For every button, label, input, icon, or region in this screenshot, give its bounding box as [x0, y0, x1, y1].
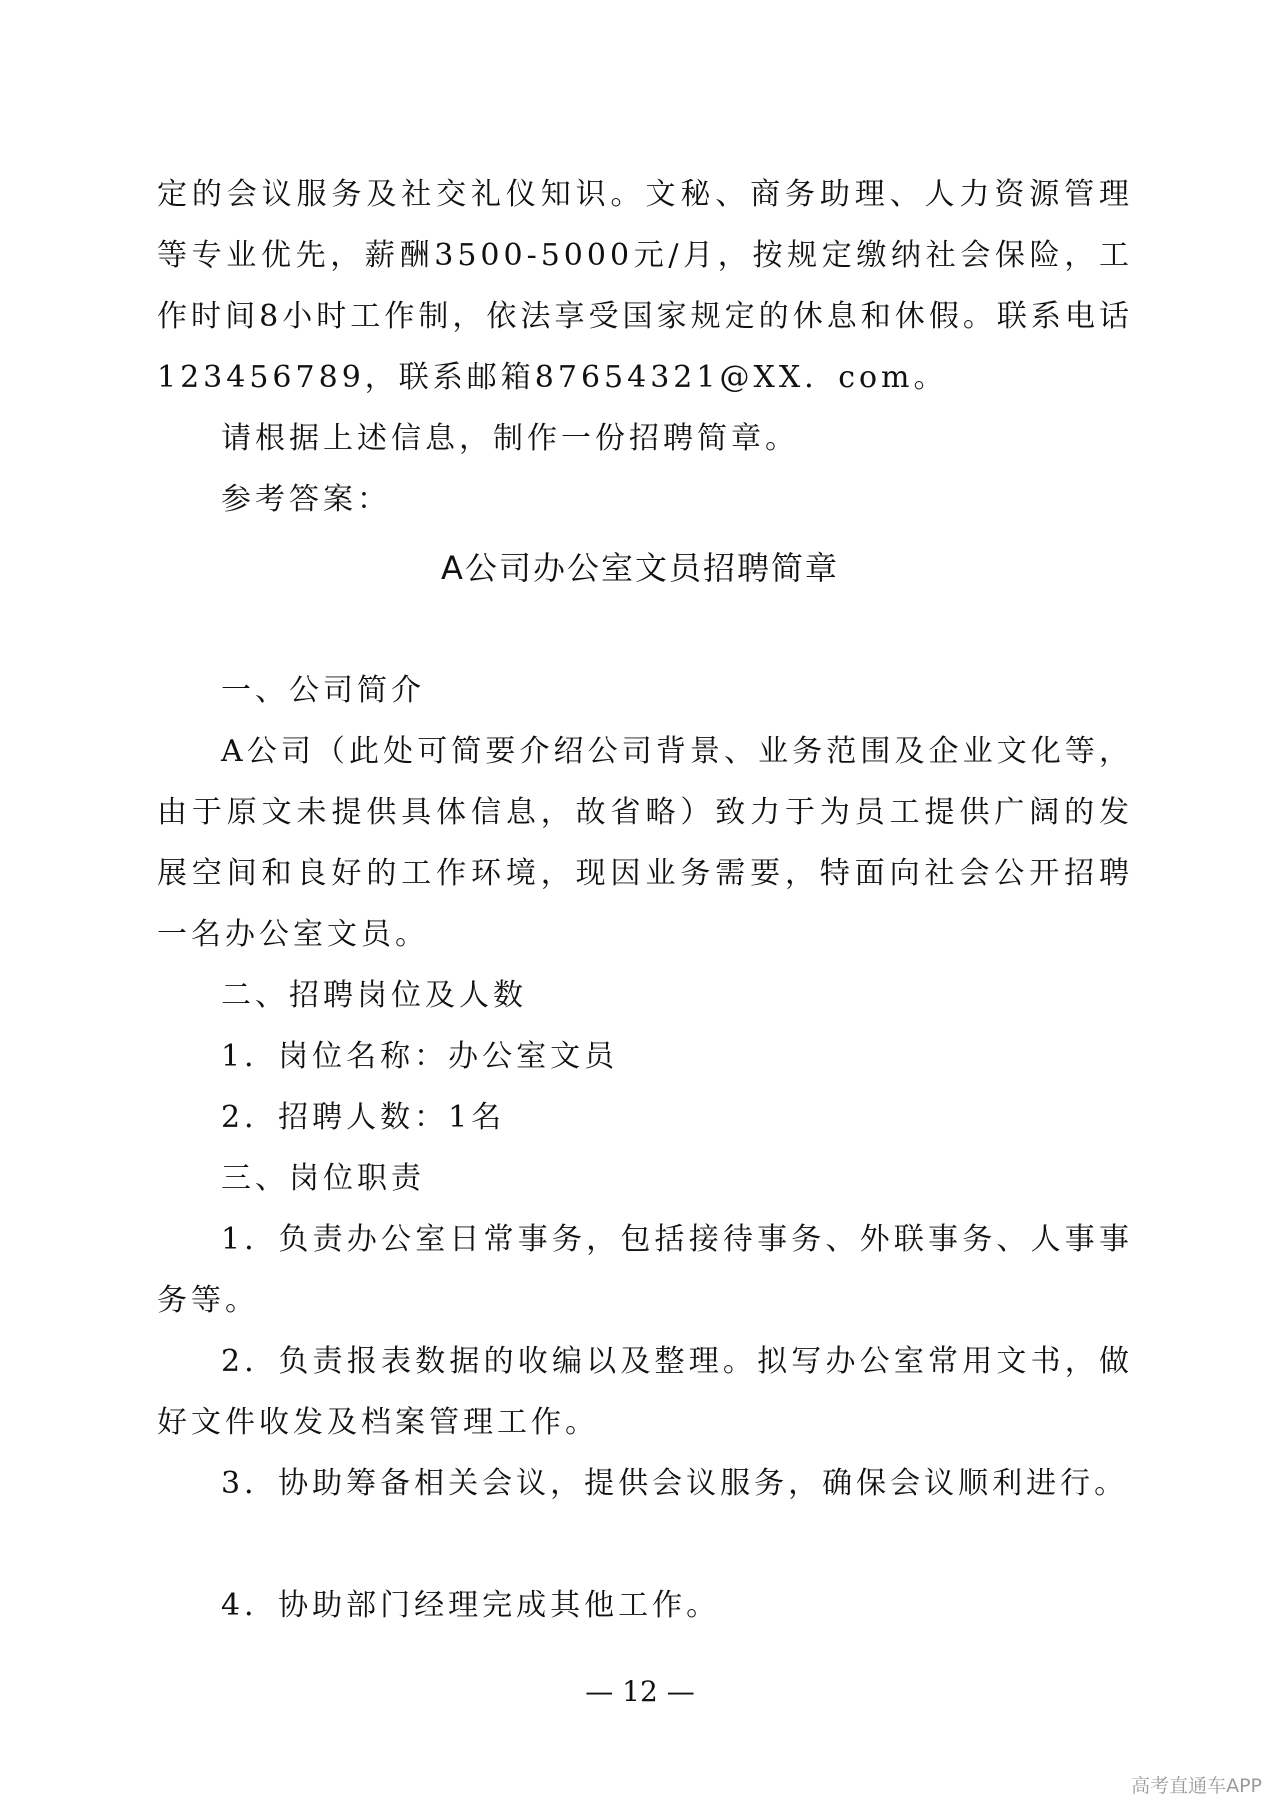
section-heading-duties: 三、岗位职责 [221, 1161, 425, 1196]
duty-item-3: 3．协助筹备相关会议，提供会议服务，确保会议顺利进行。 [221, 1466, 1129, 1501]
position-count-item: 2．招聘人数：1名 [221, 1100, 506, 1135]
duty-item-1: 1．负责办公室日常事务，包括接待事务、外联事务、人事事务等。 [157, 1222, 1133, 1318]
continuation-paragraph: 定的会议服务及社交礼仪知识。文秘、商务助理、人力资源管理等专业优先，薪酬3500-5000元/月，按规定缴纳社会保险，工作时间8小时工作制，依法享受国家规定的休息和休假。联系电话123456789，联系邮箱87654321@XX．com。 [157, 177, 1133, 395]
position-name-item: 1．岗位名称：办公室文员 [221, 1039, 619, 1074]
company-intro-paragraph: A公司（此处可简要介绍公司背景、业务范围及企业文化等，由于原文未提供具体信息，故省略）致力于为员工提供广阔的发展空间和良好的工作环境，现因业务需要，特面向社会公开招聘一名办公室文员。 [157, 734, 1133, 952]
duty-item-4: 4．协助部门经理完成其他工作。 [221, 1588, 721, 1623]
duty-item-2: 2．负责报表数据的收编以及整理。拟写办公室常用文书，做好文件收发及档案管理工作。 [157, 1344, 1133, 1440]
page-number: — 12 — [585, 1675, 695, 1708]
section-heading-positions: 二、招聘岗位及人数 [221, 978, 527, 1013]
section-heading-company-intro: 一、公司简介 [221, 673, 425, 708]
document-title: A公司办公室文员招聘简章 [441, 549, 839, 587]
instruction-paragraph: 请根据上述信息，制作一份招聘简章。 [221, 421, 799, 456]
app-watermark: 高考直通车APP [1131, 1775, 1262, 1797]
answer-label: 参考答案： [221, 482, 391, 517]
